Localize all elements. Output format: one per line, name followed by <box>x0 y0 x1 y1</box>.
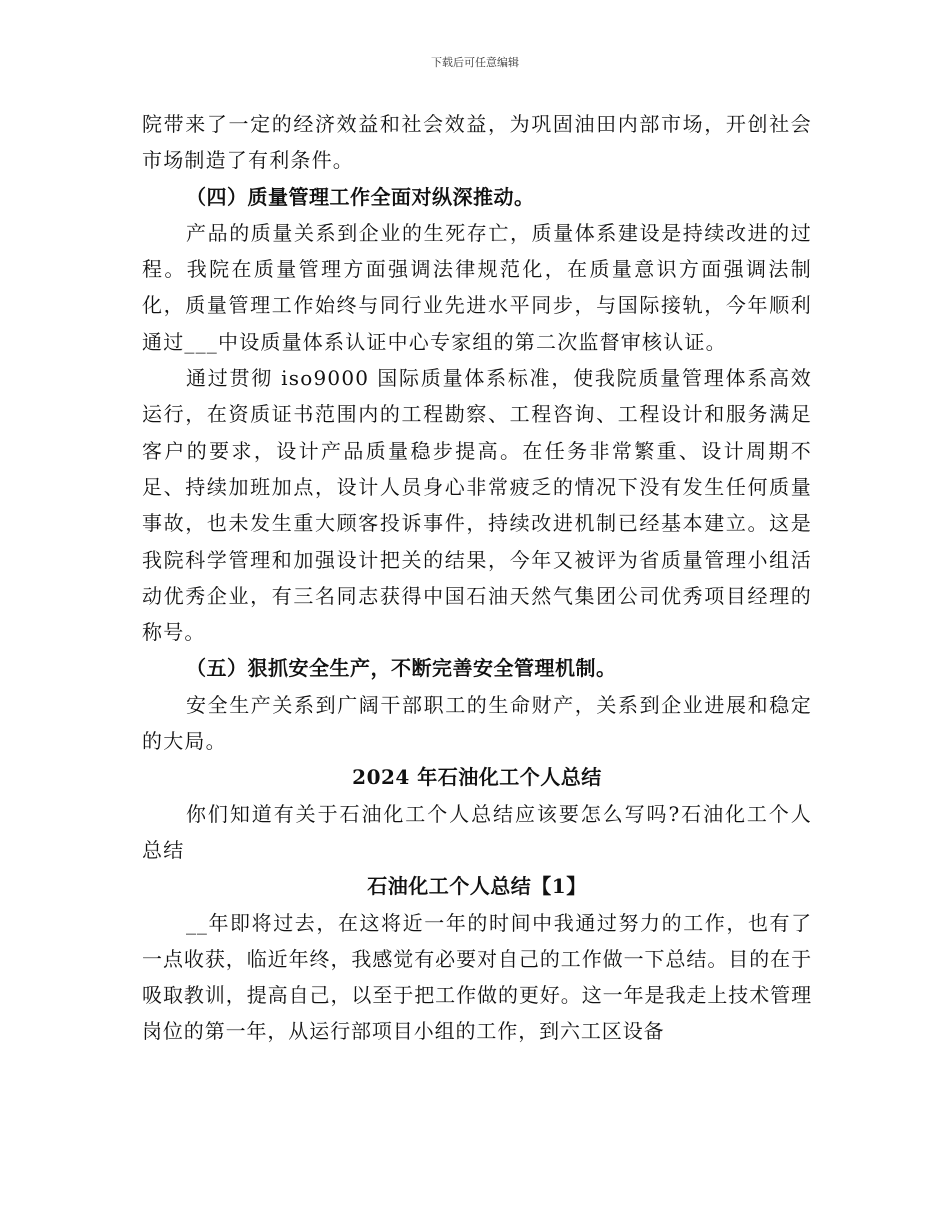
page-header: 下载后可任意编辑 <box>431 56 519 69</box>
paragraph-5: 你们知道有关于石油化工个人总结应该要怎么写吗?石油化工个人总结 <box>142 801 812 862</box>
document-title: 2024 年石油化工个人总结 <box>352 765 602 790</box>
paragraph-6: __年即将过去，在这将近一年的时间中我通过努力的工作，也有了一点收获，临近年终，我感觉有必要对自己的工作做一下总结。目的在于吸取教训，提高自己，以至于把工作做的更好。这一年是我走上技术管理岗位的第一年，从运行部项目小组的工作，到六工区设备 <box>142 910 812 1044</box>
last-block <box>142 905 812 1050</box>
paragraph-3: 通过贯彻 iso9000 国际质量体系标准，使我院质量管理体系高效运行，在资质证书范围内的工程勘察、工程咨询、工程设计和服务满足客户的要求，设计产品质量稳步提高。在任务非常繁重、设计周期不足、持续加班加点，设计人员身心非常疲乏的情况下没有发生任何质量事故，也未发生重大顾客投诉事件，持续改进机制已经基本建立。这是我院科学管理和加强设计把关的结果，今年又被评为省质量管理小组活动优秀企业，有三名同志获得中国石油天然气集团公司优秀项目经理的称号。 <box>142 366 812 645</box>
paragraph-1: 院带来了一定的经济效益和社会效益，为巩固油田内部市场，开创社会市场制造了有利条件。 <box>142 112 812 173</box>
paragraph-2: 产品的质量关系到企业的生死存亡，质量体系建设是持续改进的过程。我院在质量管理方面强调法律规范化，在质量意识方面强调法制化，质量管理工作始终与同行业先进水平同步，与国际接轨，今年顺利通过___中设质量体系认证中心专家组的第二次监督审核认证。 <box>142 220 812 354</box>
subsection-title: 石油化工个人总结【1】 <box>367 874 587 899</box>
document-body <box>142 106 812 1050</box>
paragraph-4: 安全生产关系到广阔干部职工的生命财产，关系到企业进展和稳定的大局。 <box>142 692 812 754</box>
section-heading-5: （五）狠抓安全生产，不断完善安全管理机制。 <box>186 656 617 681</box>
section-heading-4: （四）质量管理工作全面对纵深推动。 <box>186 184 535 209</box>
